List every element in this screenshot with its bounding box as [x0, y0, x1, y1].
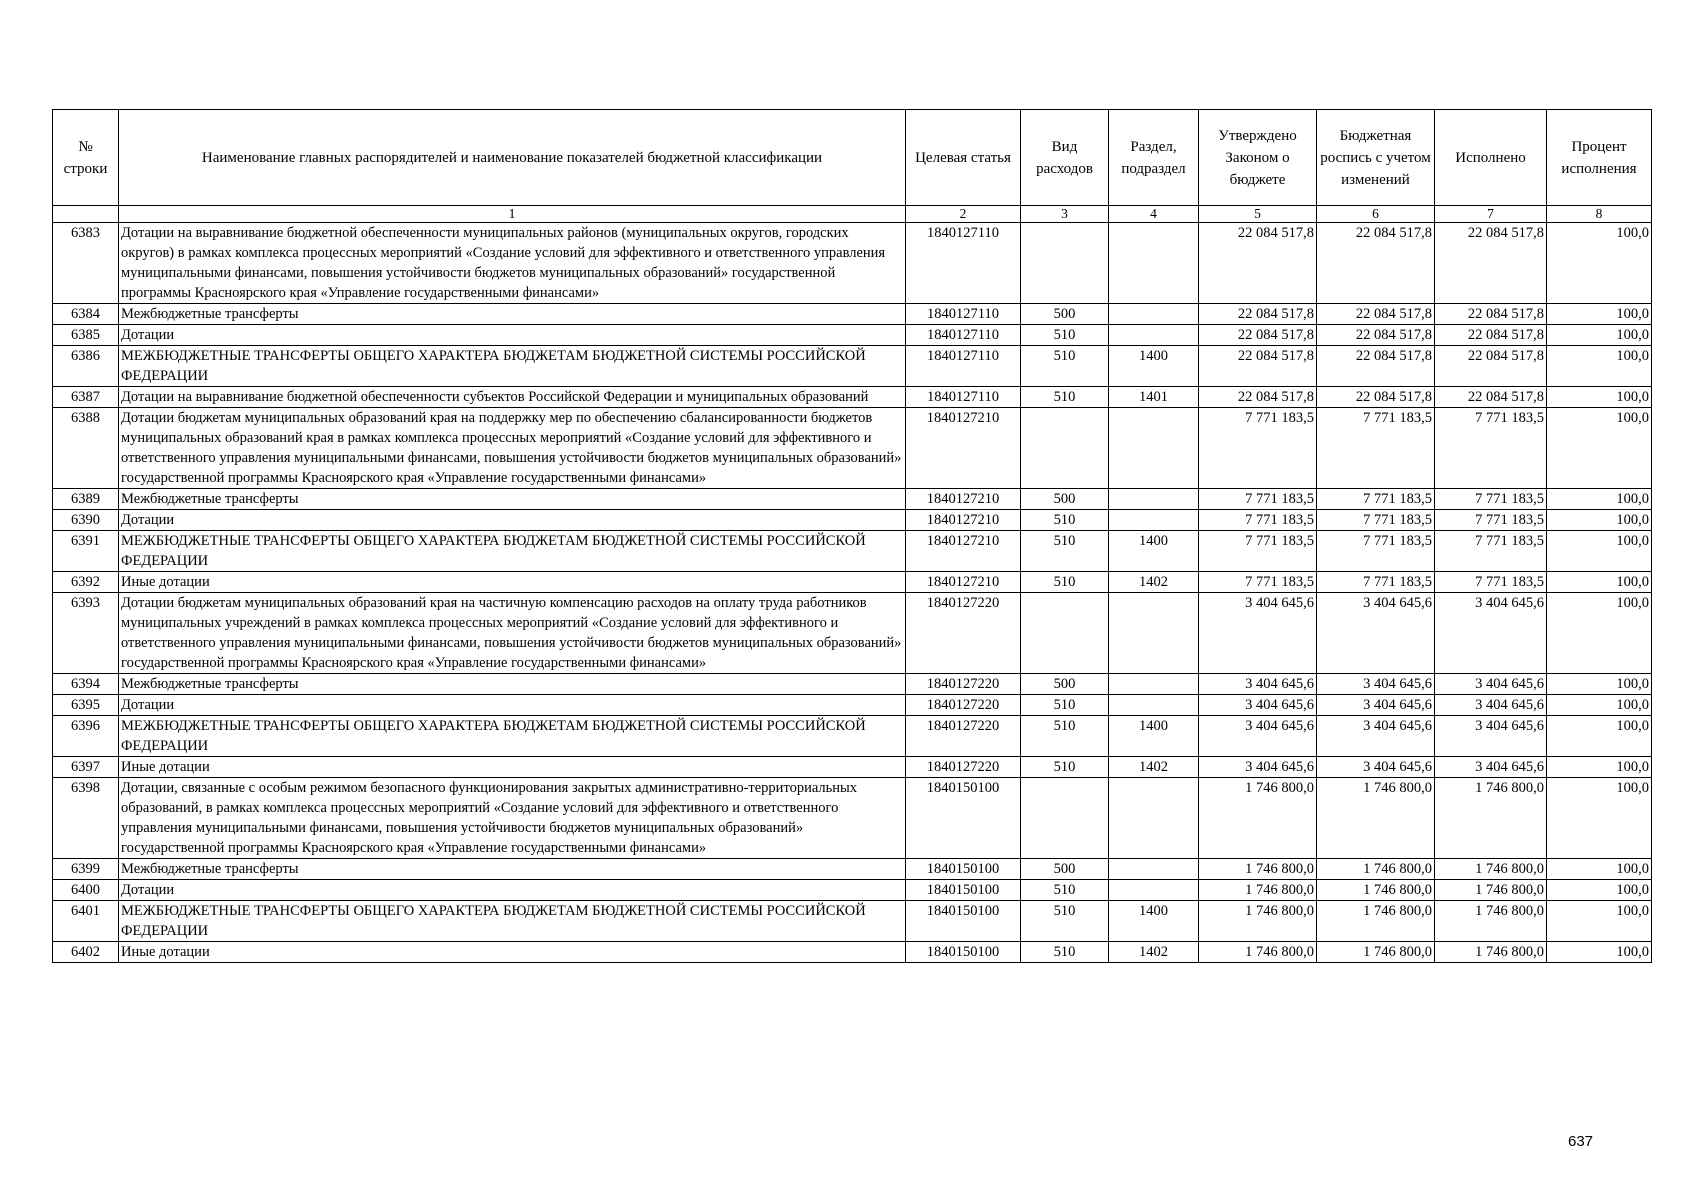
percent-cell: 100,0	[1547, 510, 1652, 531]
section-cell: 1402	[1109, 572, 1199, 593]
table-row	[53, 757, 1652, 778]
approved-cell: 3 404 645,6	[1199, 593, 1317, 674]
approved-cell: 3 404 645,6	[1199, 757, 1317, 778]
executed-cell: 22 084 517,8	[1435, 304, 1547, 325]
column-number: 7	[1435, 206, 1547, 223]
budget-table	[52, 109, 1652, 963]
approved-cell: 7 771 183,5	[1199, 408, 1317, 489]
expense-type-cell: 510	[1021, 757, 1109, 778]
approved-cell: 3 404 645,6	[1199, 674, 1317, 695]
table-row	[53, 901, 1652, 942]
budget-schedule-cell: 1 746 800,0	[1317, 859, 1435, 880]
approved-cell: 22 084 517,8	[1199, 223, 1317, 304]
section-cell: 1400	[1109, 346, 1199, 387]
budget-schedule-cell: 3 404 645,6	[1317, 716, 1435, 757]
budget-schedule-cell: 22 084 517,8	[1317, 304, 1435, 325]
name-cell: МЕЖБЮДЖЕТНЫЕ ТРАНСФЕРТЫ ОБЩЕГО ХАРАКТЕРА БЮДЖЕТАМ БЮДЖЕТНОЙ СИСТЕМЫ РОССИЙСКОЙ ФЕДЕРАЦИИ	[119, 346, 906, 387]
budget-schedule-cell: 3 404 645,6	[1317, 695, 1435, 716]
row-number-cell: 6394	[53, 674, 119, 695]
executed-cell: 3 404 645,6	[1435, 716, 1547, 757]
percent-cell: 100,0	[1547, 674, 1652, 695]
name-cell: Дотации	[119, 325, 906, 346]
section-cell	[1109, 510, 1199, 531]
executed-cell: 22 084 517,8	[1435, 346, 1547, 387]
name-cell: Дотации, связанные с особым режимом безопасного функционирования закрытых административно-территориальных образований, в рамках комплекса процессных мероприятий «Создание условий для эффективного и ответственного управления муниципальными финансами, повышения устойчивости бюджетов муниципальных образований» государственной программы Красноярского края «Управление государственными финансами»	[119, 778, 906, 859]
approved-cell: 1 746 800,0	[1199, 859, 1317, 880]
budget-schedule-cell: 22 084 517,8	[1317, 387, 1435, 408]
table-row	[53, 510, 1652, 531]
section-cell: 1400	[1109, 901, 1199, 942]
target-article-cell: 1840127110	[906, 325, 1021, 346]
approved-cell: 22 084 517,8	[1199, 304, 1317, 325]
executed-cell: 1 746 800,0	[1435, 880, 1547, 901]
row-number-cell: 6392	[53, 572, 119, 593]
table-body	[53, 223, 1652, 963]
expense-type-cell: 510	[1021, 901, 1109, 942]
name-cell: Межбюджетные трансферты	[119, 304, 906, 325]
name-cell: Межбюджетные трансферты	[119, 674, 906, 695]
executed-cell: 3 404 645,6	[1435, 757, 1547, 778]
target-article-cell: 1840127220	[906, 593, 1021, 674]
expense-type-cell: 510	[1021, 942, 1109, 963]
approved-cell: 22 084 517,8	[1199, 325, 1317, 346]
table-row	[53, 716, 1652, 757]
table-row	[53, 531, 1652, 572]
column-number: 3	[1021, 206, 1109, 223]
expense-type-cell	[1021, 223, 1109, 304]
name-cell: Дотации бюджетам муниципальных образований края на поддержку мер по обеспечению сбалансированности бюджетов муниципальных образований края в рамках комплекса процессных мероприятий «Создание условий для эффективного и ответственного управления муниципальными финансами, повышения устойчивости бюджетов муниципальных образований» государственной программы Красноярского края «Управление государственными финансами»	[119, 408, 906, 489]
approved-cell: 1 746 800,0	[1199, 901, 1317, 942]
executed-cell: 1 746 800,0	[1435, 942, 1547, 963]
target-article-cell: 1840127110	[906, 346, 1021, 387]
budget-schedule-cell: 22 084 517,8	[1317, 325, 1435, 346]
table-row	[53, 408, 1652, 489]
section-cell	[1109, 674, 1199, 695]
percent-cell: 100,0	[1547, 346, 1652, 387]
row-number-cell: 6402	[53, 942, 119, 963]
expense-type-cell	[1021, 593, 1109, 674]
row-number-cell: 6395	[53, 695, 119, 716]
section-cell: 1402	[1109, 757, 1199, 778]
percent-cell: 100,0	[1547, 325, 1652, 346]
target-article-cell: 1840127220	[906, 716, 1021, 757]
approved-cell: 1 746 800,0	[1199, 880, 1317, 901]
target-article-cell: 1840127210	[906, 572, 1021, 593]
target-article-cell: 1840127220	[906, 695, 1021, 716]
expense-type-cell: 510	[1021, 716, 1109, 757]
budget-schedule-cell: 7 771 183,5	[1317, 510, 1435, 531]
name-cell: Дотации на выравнивание бюджетной обеспеченности муниципальных районов (муниципальных округов, городских округов) в рамках комплекса процессных мероприятий «Создание условий для эффективного и ответственного управления муниципальными финансами, повышения устойчивости бюджетов муниципальных образований» государственной программы Красноярского края «Управление государственными финансами»	[119, 223, 906, 304]
target-article-cell: 1840127110	[906, 223, 1021, 304]
budget-schedule-cell: 3 404 645,6	[1317, 674, 1435, 695]
executed-cell: 22 084 517,8	[1435, 325, 1547, 346]
executed-cell: 7 771 183,5	[1435, 531, 1547, 572]
name-cell: Дотации бюджетам муниципальных образований края на частичную компенсацию расходов на оплату труда работников муниципальных учреждений в рамках комплекса процессных мероприятий «Создание условий для эффективного и ответственного управления муниципальными финансами, повышения устойчивости бюджетов муниципальных образований» государственной программы Красноярского края «Управление государственными финансами»	[119, 593, 906, 674]
executed-cell: 7 771 183,5	[1435, 510, 1547, 531]
table-row	[53, 593, 1652, 674]
name-cell: Дотации	[119, 510, 906, 531]
table-header	[53, 110, 1652, 223]
name-cell: МЕЖБЮДЖЕТНЫЕ ТРАНСФЕРТЫ ОБЩЕГО ХАРАКТЕРА БЮДЖЕТАМ БЮДЖЕТНОЙ СИСТЕМЫ РОССИЙСКОЙ ФЕДЕРАЦИИ	[119, 716, 906, 757]
row-number-cell: 6390	[53, 510, 119, 531]
approved-cell: 22 084 517,8	[1199, 387, 1317, 408]
percent-cell: 100,0	[1547, 778, 1652, 859]
column-number-row	[53, 206, 1652, 223]
section-cell	[1109, 778, 1199, 859]
expense-type-cell: 510	[1021, 346, 1109, 387]
percent-cell: 100,0	[1547, 304, 1652, 325]
target-article-cell: 1840127220	[906, 674, 1021, 695]
executed-cell: 7 771 183,5	[1435, 408, 1547, 489]
budget-schedule-cell: 7 771 183,5	[1317, 408, 1435, 489]
budget-schedule-cell: 1 746 800,0	[1317, 880, 1435, 901]
row-number-cell: 6389	[53, 489, 119, 510]
table-row	[53, 778, 1652, 859]
header-percent: Процент исполнения	[1547, 110, 1652, 206]
expense-type-cell: 510	[1021, 510, 1109, 531]
percent-cell: 100,0	[1547, 942, 1652, 963]
percent-cell: 100,0	[1547, 387, 1652, 408]
name-cell: Дотации	[119, 880, 906, 901]
expense-type-cell: 510	[1021, 325, 1109, 346]
table-row	[53, 695, 1652, 716]
section-cell	[1109, 880, 1199, 901]
expense-type-cell: 510	[1021, 880, 1109, 901]
approved-cell: 3 404 645,6	[1199, 716, 1317, 757]
section-cell	[1109, 859, 1199, 880]
expense-type-cell: 500	[1021, 304, 1109, 325]
target-article-cell: 1840127210	[906, 489, 1021, 510]
expense-type-cell: 510	[1021, 695, 1109, 716]
executed-cell: 22 084 517,8	[1435, 387, 1547, 408]
percent-cell: 100,0	[1547, 223, 1652, 304]
table-row	[53, 325, 1652, 346]
target-article-cell: 1840150100	[906, 859, 1021, 880]
table-row	[53, 489, 1652, 510]
name-cell: Дотации на выравнивание бюджетной обеспеченности субъектов Российской Федерации и муниципальных образований	[119, 387, 906, 408]
expense-type-cell: 500	[1021, 489, 1109, 510]
header-name: Наименование главных распорядителей и наименование показателей бюджетной классификации	[119, 110, 906, 206]
table-row	[53, 859, 1652, 880]
percent-cell: 100,0	[1547, 593, 1652, 674]
row-number-cell: 6401	[53, 901, 119, 942]
percent-cell: 100,0	[1547, 880, 1652, 901]
approved-cell: 3 404 645,6	[1199, 695, 1317, 716]
expense-type-cell	[1021, 778, 1109, 859]
name-cell: МЕЖБЮДЖЕТНЫЕ ТРАНСФЕРТЫ ОБЩЕГО ХАРАКТЕРА БЮДЖЕТАМ БЮДЖЕТНОЙ СИСТЕМЫ РОССИЙСКОЙ ФЕДЕРАЦИИ	[119, 531, 906, 572]
executed-cell: 7 771 183,5	[1435, 489, 1547, 510]
budget-schedule-cell: 3 404 645,6	[1317, 593, 1435, 674]
column-number: 2	[906, 206, 1021, 223]
approved-cell: 7 771 183,5	[1199, 489, 1317, 510]
executed-cell: 1 746 800,0	[1435, 901, 1547, 942]
percent-cell: 100,0	[1547, 716, 1652, 757]
target-article-cell: 1840150100	[906, 880, 1021, 901]
row-number-cell: 6396	[53, 716, 119, 757]
approved-cell: 1 746 800,0	[1199, 942, 1317, 963]
section-cell	[1109, 593, 1199, 674]
section-cell	[1109, 408, 1199, 489]
table-row	[53, 387, 1652, 408]
executed-cell: 3 404 645,6	[1435, 695, 1547, 716]
section-cell: 1401	[1109, 387, 1199, 408]
section-cell: 1400	[1109, 716, 1199, 757]
budget-schedule-cell: 1 746 800,0	[1317, 942, 1435, 963]
executed-cell: 7 771 183,5	[1435, 572, 1547, 593]
name-cell: Иные дотации	[119, 942, 906, 963]
executed-cell: 22 084 517,8	[1435, 223, 1547, 304]
target-article-cell: 1840127210	[906, 531, 1021, 572]
executed-cell: 3 404 645,6	[1435, 674, 1547, 695]
header-executed: Исполнено	[1435, 110, 1547, 206]
row-number-cell: 6398	[53, 778, 119, 859]
column-number: 4	[1109, 206, 1199, 223]
approved-cell: 1 746 800,0	[1199, 778, 1317, 859]
budget-schedule-cell: 7 771 183,5	[1317, 489, 1435, 510]
percent-cell: 100,0	[1547, 572, 1652, 593]
table-row	[53, 674, 1652, 695]
name-cell: МЕЖБЮДЖЕТНЫЕ ТРАНСФЕРТЫ ОБЩЕГО ХАРАКТЕРА БЮДЖЕТАМ БЮДЖЕТНОЙ СИСТЕМЫ РОССИЙСКОЙ ФЕДЕРАЦИИ	[119, 901, 906, 942]
column-number: 5	[1199, 206, 1317, 223]
name-cell: Иные дотации	[119, 572, 906, 593]
page-number: 637	[1568, 1133, 1594, 1150]
section-cell	[1109, 489, 1199, 510]
section-cell: 1400	[1109, 531, 1199, 572]
target-article-cell: 1840150100	[906, 942, 1021, 963]
header-approved: Утверждено Законом о бюджете	[1199, 110, 1317, 206]
budget-schedule-cell: 22 084 517,8	[1317, 346, 1435, 387]
percent-cell: 100,0	[1547, 531, 1652, 572]
row-number-cell: 6384	[53, 304, 119, 325]
target-article-cell: 1840127110	[906, 304, 1021, 325]
budget-schedule-cell: 7 771 183,5	[1317, 531, 1435, 572]
column-number: 1	[119, 206, 906, 223]
percent-cell: 100,0	[1547, 695, 1652, 716]
approved-cell: 7 771 183,5	[1199, 531, 1317, 572]
table-row	[53, 942, 1652, 963]
table-row	[53, 304, 1652, 325]
row-number-cell: 6388	[53, 408, 119, 489]
expense-type-cell: 500	[1021, 859, 1109, 880]
budget-schedule-cell: 22 084 517,8	[1317, 223, 1435, 304]
row-number-cell: 6383	[53, 223, 119, 304]
expense-type-cell: 510	[1021, 387, 1109, 408]
executed-cell: 1 746 800,0	[1435, 859, 1547, 880]
section-cell	[1109, 223, 1199, 304]
section-cell	[1109, 695, 1199, 716]
row-number-cell: 6399	[53, 859, 119, 880]
target-article-cell: 1840127220	[906, 757, 1021, 778]
budget-schedule-cell: 3 404 645,6	[1317, 757, 1435, 778]
budget-schedule-cell: 1 746 800,0	[1317, 901, 1435, 942]
section-cell: 1402	[1109, 942, 1199, 963]
approved-cell: 7 771 183,5	[1199, 572, 1317, 593]
header-expense-type: Вид расходов	[1021, 110, 1109, 206]
target-article-cell: 1840127210	[906, 510, 1021, 531]
expense-type-cell: 510	[1021, 531, 1109, 572]
row-number-cell: 6400	[53, 880, 119, 901]
table-row	[53, 223, 1652, 304]
expense-type-cell: 500	[1021, 674, 1109, 695]
target-article-cell: 1840127110	[906, 387, 1021, 408]
row-number-cell: 6393	[53, 593, 119, 674]
table-row	[53, 572, 1652, 593]
expense-type-cell: 510	[1021, 572, 1109, 593]
column-number: 6	[1317, 206, 1435, 223]
approved-cell: 7 771 183,5	[1199, 510, 1317, 531]
percent-cell: 100,0	[1547, 757, 1652, 778]
table-row	[53, 346, 1652, 387]
column-number: 8	[1547, 206, 1652, 223]
column-number-blank	[53, 206, 119, 223]
percent-cell: 100,0	[1547, 489, 1652, 510]
executed-cell: 3 404 645,6	[1435, 593, 1547, 674]
executed-cell: 1 746 800,0	[1435, 778, 1547, 859]
target-article-cell: 1840127210	[906, 408, 1021, 489]
expense-type-cell	[1021, 408, 1109, 489]
name-cell: Иные дотации	[119, 757, 906, 778]
section-cell	[1109, 304, 1199, 325]
target-article-cell: 1840150100	[906, 901, 1021, 942]
percent-cell: 100,0	[1547, 408, 1652, 489]
row-number-cell: 6385	[53, 325, 119, 346]
budget-schedule-cell: 7 771 183,5	[1317, 572, 1435, 593]
percent-cell: 100,0	[1547, 859, 1652, 880]
header-budget-schedule: Бюджетная роспись с учетом изменений	[1317, 110, 1435, 206]
approved-cell: 22 084 517,8	[1199, 346, 1317, 387]
header-target-article: Целевая статья	[906, 110, 1021, 206]
row-number-cell: 6386	[53, 346, 119, 387]
row-number-cell: 6391	[53, 531, 119, 572]
row-number-cell: 6397	[53, 757, 119, 778]
section-cell	[1109, 325, 1199, 346]
name-cell: Межбюджетные трансферты	[119, 859, 906, 880]
row-number-cell: 6387	[53, 387, 119, 408]
target-article-cell: 1840150100	[906, 778, 1021, 859]
table-row	[53, 880, 1652, 901]
percent-cell: 100,0	[1547, 901, 1652, 942]
name-cell: Дотации	[119, 695, 906, 716]
header-row-number: № строки	[53, 110, 119, 206]
name-cell: Межбюджетные трансферты	[119, 489, 906, 510]
header-section: Раздел, подраздел	[1109, 110, 1199, 206]
budget-schedule-cell: 1 746 800,0	[1317, 778, 1435, 859]
